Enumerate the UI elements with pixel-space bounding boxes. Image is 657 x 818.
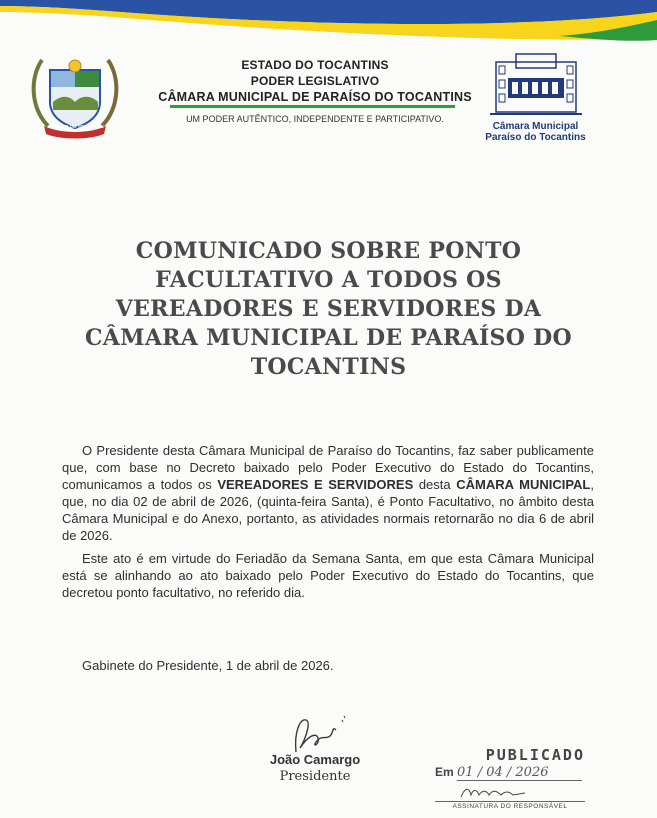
coat-of-arms-ribbon: PARAÍSO DO TOCANTINS — [48, 124, 104, 129]
p2-text: Este ato é em virtude do Feriadão da Semana Santa, em que esta Câmara Municipal está se alinhando ao ato baixado pelo Poder Executivo do Estado do Tocantins, que decretou ponto facultativo, no referido dia. — [62, 551, 594, 600]
body-paragraph-1 — [62, 442, 594, 544]
published-stamp — [435, 746, 585, 810]
p1-text-c: , que, no dia 02 de abril de 2026, (quinta-feira Santa), é Ponto Facultativo, no âmbito desta Câmara Municipal e do Anexo, portanto, as atividades normais retornarão no dia 6 de abril de 2026. — [62, 477, 594, 543]
coat-of-arms — [20, 52, 130, 142]
header-divider — [170, 105, 455, 108]
p1-text-b: desta — [413, 477, 457, 492]
p1-bold-vereadores: VEREADORES E SERVIDORES — [217, 477, 414, 492]
signer-block — [250, 752, 380, 784]
header-chamber: CÂMARA MUNICIPAL DE PARAÍSO DO TOCANTINS — [158, 90, 472, 104]
stamp-signature-line — [435, 783, 585, 802]
stamp-prefix: Em — [435, 765, 454, 779]
building-label-line1: Câmara Municipal — [492, 121, 579, 132]
header-text-block — [150, 57, 480, 105]
title-line-2: FACULTATIVO A TODOS OS — [155, 267, 502, 293]
title-line-1: COMUNICADO SOBRE PONTO — [135, 238, 522, 264]
signer-name: João Camargo — [269, 752, 361, 767]
closing-line: Gabinete do Presidente, 1 de abril de 2026. — [82, 658, 334, 673]
stamp-title: PUBLICADO — [485, 746, 585, 764]
p1-bold-camara: CÂMARA MUNICIPAL — [456, 477, 591, 492]
title-line-5: TOCANTINS — [250, 354, 407, 380]
stamp-date: 01 / 04 / 2026 — [457, 765, 582, 781]
signer-role: Presidente — [279, 769, 351, 784]
building-label-line2: Paraíso do Tocantins — [485, 132, 586, 143]
header-power: PODER LEGISLATIVO — [250, 74, 380, 88]
stamp-signature-scribble — [459, 783, 529, 801]
header-motto: UM PODER AUTÊNTICO, INDEPENDENTE E PARTICIPATIVO. — [186, 114, 444, 124]
header-state: ESTADO DO TOCANTINS — [241, 58, 389, 72]
title-line-4: CÂMARA MUNICIPAL DE PARAÍSO DO — [84, 325, 572, 351]
p1-text-a: O Presidente desta Câmara Municipal de Paraíso do Tocantins, faz saber publicamente que, com base no Decreto baixado pelo Poder Executivo do Estado do Tocantins, comunicamos a todos os — [62, 443, 594, 492]
building-label — [478, 121, 593, 143]
stamp-caption: ASSINATURA DO RESPONSÁVEL — [452, 803, 568, 810]
document-title — [40, 237, 617, 382]
stamp-date-row — [435, 765, 585, 781]
flag-banner — [0, 0, 657, 50]
body-paragraph-2 — [62, 550, 594, 601]
building-logo — [486, 52, 586, 120]
signature-scribble — [282, 712, 352, 757]
title-line-3: VEREADORES E SERVIDORES DA — [115, 296, 542, 322]
